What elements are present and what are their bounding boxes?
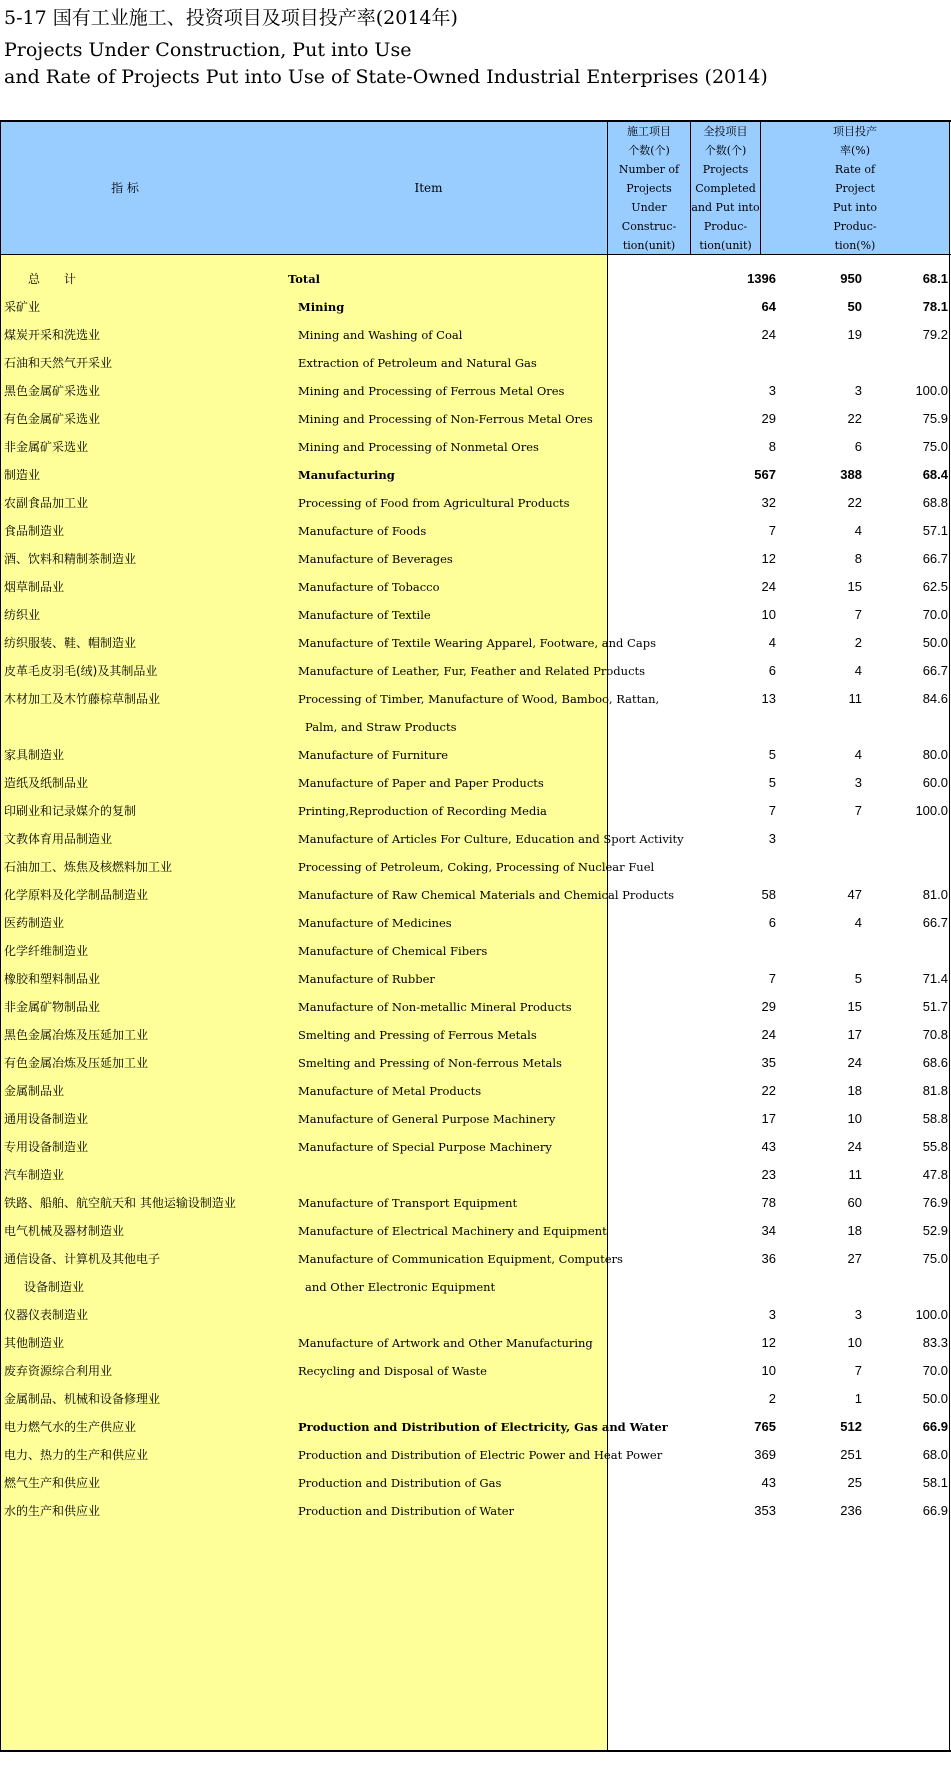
row-label-en: Total (288, 272, 321, 286)
cell-rate: 80.0 (922, 747, 948, 762)
cell-under-construction: 2 (768, 1391, 776, 1406)
row-label-en: Production and Distribution of Gas (298, 1476, 502, 1490)
cell-rate: 70.0 (922, 1363, 948, 1378)
cell-rate: 55.8 (922, 1139, 948, 1154)
row-label-zh: 印刷业和记录媒介的复制 (4, 804, 137, 818)
cell-under-construction: 567 (754, 467, 776, 482)
row-label-en: Manufacture of Paper and Paper Products (298, 776, 544, 790)
cell-completed: 4 (854, 747, 862, 762)
cell-completed: 11 (848, 691, 862, 706)
row-label-zh: 采矿业 (4, 300, 41, 314)
cell-completed: 950 (840, 271, 862, 286)
row-label-zh: 铁路、船舶、航空航天和 其他运输设制造业 (4, 1196, 236, 1210)
cell-rate: 66.7 (922, 915, 948, 930)
row-label-zh: 纺织业 (4, 608, 41, 622)
row-label-en: Printing,Reproduction of Recording Media (298, 804, 547, 818)
header-text: 个数(个) (628, 143, 670, 157)
row-label-zh: 仪器仪表制造业 (4, 1308, 89, 1322)
header-text: 施工项目 (627, 124, 671, 138)
cell-rate: 70.8 (922, 1027, 948, 1042)
cell-under-construction: 6 (768, 915, 776, 930)
header-text: 全投项目 (703, 124, 748, 138)
row-label-zh: 酒、饮料和精制茶制造业 (4, 552, 137, 566)
cell-rate: 68.0 (922, 1447, 948, 1462)
cell-under-construction: 12 (761, 551, 776, 566)
row-label-zh: 金属制品业 (4, 1084, 65, 1098)
cell-completed: 512 (840, 1419, 862, 1434)
cell-rate: 60.0 (922, 775, 948, 790)
cell-under-construction: 32 (761, 495, 776, 510)
row-label-en: Manufacture of Textile Wearing Apparel, Footware, and Caps (298, 636, 656, 650)
cell-rate: 71.4 (922, 971, 948, 986)
cell-completed: 236 (840, 1503, 862, 1518)
row-label-zh: 废弃资源综合利用业 (4, 1364, 113, 1378)
cell-completed: 4 (854, 663, 862, 678)
cell-completed: 388 (840, 467, 862, 482)
cell-rate: 58.1 (922, 1475, 948, 1490)
cell-rate: 81.8 (922, 1083, 948, 1098)
header-text: Projects (626, 181, 672, 195)
row-label-en: Manufacture of Foods (298, 524, 427, 538)
cell-under-construction: 43 (761, 1475, 776, 1490)
row-label-zh: 家具制造业 (4, 748, 65, 762)
cell-rate: 75.0 (922, 1251, 948, 1266)
cell-under-construction: 7 (768, 971, 776, 986)
header-text: 率(%) (839, 143, 871, 157)
row-label-en: Manufacture of Non-metallic Mineral Products (298, 1000, 572, 1014)
row-label-en: Manufacture of Leather, Fur, Feather and Related Products (298, 664, 646, 678)
row-label-en: Extraction of Petroleum and Natural Gas (298, 356, 537, 370)
cell-completed: 10 (847, 1111, 862, 1126)
table-title-en-line2: and Rate of Projects Put into Use of State-Owned Industrial Enterprises (2014) (4, 66, 768, 88)
row-label-zh: 有色金属冶炼及压延加工业 (4, 1056, 149, 1070)
row-label-en: Manufacture of General Purpose Machinery (298, 1112, 556, 1126)
cell-completed: 27 (847, 1251, 862, 1266)
row-label-en: Manufacture of Communication Equipment, Computers (298, 1252, 623, 1266)
cell-under-construction: 765 (754, 1419, 776, 1434)
cell-completed: 22 (847, 495, 862, 510)
row-label-en: Manufacture of Beverages (298, 552, 453, 566)
cell-under-construction: 5 (768, 775, 776, 790)
cell-rate: 57.1 (922, 523, 948, 538)
row-label-en: Manufacture of Electrical Machinery and Equipment (298, 1224, 607, 1238)
cell-under-construction: 3 (768, 383, 776, 398)
header-text: tion(unit) (699, 238, 752, 252)
cell-under-construction: 7 (768, 523, 776, 538)
cell-under-construction: 64 (761, 299, 776, 314)
cell-under-construction: 1396 (747, 271, 776, 286)
cell-completed: 24 (847, 1139, 862, 1154)
row-label-en: Mining and Processing of Non-Ferrous Metal Ores (298, 412, 593, 426)
row-label-zh: 石油和天然气开采业 (4, 356, 113, 370)
row-label-zh: 煤炭开采和洗选业 (4, 328, 101, 342)
row-label-en: Manufacture of Articles For Culture, Education and Sport Activity (298, 832, 684, 846)
cell-rate: 78.1 (922, 299, 948, 314)
cell-rate: 68.8 (922, 495, 948, 510)
header-text: Projects (702, 162, 749, 176)
cell-under-construction: 13 (761, 691, 776, 706)
cell-rate: 66.7 (922, 663, 948, 678)
cell-under-construction: 12 (761, 1335, 776, 1350)
header-text: and Put into (691, 200, 760, 214)
row-label-en: Smelting and Pressing of Non-ferrous Metals (298, 1056, 562, 1070)
row-label-zh: 金属制品、机械和设备修理业 (4, 1392, 161, 1406)
row-label-en: Manufacture of Furniture (298, 748, 449, 762)
row-label-zh: 总 计 (28, 272, 86, 286)
cell-completed: 19 (847, 327, 862, 342)
header-col-rate (761, 122, 949, 254)
row-label-en: Mining and Washing of Coal (298, 328, 463, 342)
cell-under-construction: 24 (761, 579, 776, 594)
cell-under-construction: 353 (754, 1503, 776, 1518)
row-label-en: Manufacture of Metal Products (298, 1084, 482, 1098)
cell-under-construction: 43 (761, 1139, 776, 1154)
row-label-en: Processing of Timber, Manufacture of Wood, Bamboo, Rattan, (298, 692, 660, 706)
cell-rate: 50.0 (922, 1391, 948, 1406)
row-label-zh: 黑色金属矿采选业 (4, 384, 101, 398)
table-title-en-line1: Projects Under Construction, Put into Use (4, 39, 412, 61)
header-text: 个数(个) (704, 143, 747, 157)
header-text: 项目投产 (833, 124, 877, 138)
cell-completed: 47 (847, 887, 862, 902)
cell-rate: 100.0 (915, 1307, 948, 1322)
row-label-zh: 医药制造业 (4, 916, 65, 930)
header-text: Produc- (703, 219, 748, 233)
row-label-zh: 化学原料及化学制品制造业 (4, 888, 149, 902)
header-rule (0, 254, 951, 255)
cell-completed: 22 (847, 411, 862, 426)
row-label-zh: 非金属矿物制品业 (4, 1000, 101, 1014)
cell-completed: 25 (847, 1475, 862, 1490)
row-label-zh: 农副食品加工业 (4, 496, 89, 510)
row-label-en: and Other Electronic Equipment (305, 1280, 496, 1294)
cell-under-construction: 22 (761, 1083, 776, 1098)
cell-completed: 7 (854, 607, 862, 622)
row-label-en: Production and Distribution of Electricity, Gas and Water (298, 1420, 668, 1434)
header-col-completed (691, 122, 760, 254)
header-text: Put into (832, 200, 878, 214)
cell-under-construction: 23 (761, 1167, 776, 1182)
cell-under-construction: 10 (761, 607, 776, 622)
row-label-en: Manufacture of Chemical Fibers (298, 944, 488, 958)
cell-under-construction: 6 (768, 663, 776, 678)
cell-completed: 18 (847, 1223, 862, 1238)
cell-completed: 11 (848, 1167, 862, 1182)
row-label-zh: 制造业 (4, 468, 41, 482)
row-label-zh: 烟草制品业 (4, 580, 65, 594)
cell-completed: 5 (854, 971, 862, 986)
cell-rate: 47.8 (922, 1167, 948, 1182)
cell-rate: 50.0 (922, 635, 948, 650)
row-label-en: Smelting and Pressing of Ferrous Metals (298, 1028, 537, 1042)
row-label-zh: 电气机械及器材制造业 (4, 1224, 125, 1238)
cell-under-construction: 5 (768, 747, 776, 762)
cell-completed: 8 (854, 551, 862, 566)
cell-rate: 100.0 (915, 383, 948, 398)
header-item: Item (414, 180, 443, 195)
header-text: Produc- (833, 219, 877, 233)
cell-completed: 60 (847, 1195, 862, 1210)
row-label-zh: 食品制造业 (4, 524, 65, 538)
cell-rate: 81.0 (922, 887, 948, 902)
row-label-en: Manufacture of Textile (298, 608, 431, 622)
cell-rate: 79.2 (922, 327, 948, 342)
row-label-zh: 电力燃气水的生产供应业 (4, 1420, 137, 1434)
cell-under-construction: 58 (761, 887, 776, 902)
row-label-zh: 通信设备、计算机及其他电子 (4, 1252, 161, 1266)
cell-under-construction: 29 (761, 411, 776, 426)
row-label-en: Manufacturing (298, 468, 395, 482)
cell-rate: 66.9 (922, 1503, 948, 1518)
row-label-en: Manufacture of Artwork and Other Manufacturing (298, 1336, 593, 1350)
cell-under-construction: 3 (768, 1307, 776, 1322)
cell-under-construction: 4 (768, 635, 776, 650)
row-label-zh: 皮革毛皮羽毛(绒)及其制品业 (4, 664, 158, 678)
cell-under-construction: 36 (761, 1251, 776, 1266)
cell-rate: 76.9 (922, 1195, 948, 1210)
row-label-en: Manufacture of Medicines (298, 916, 452, 930)
row-label-zh: 汽车制造业 (4, 1168, 65, 1182)
table-title-zh: 5-17 国有工业施工、投资项目及项目投产率(2014年) (4, 7, 458, 29)
table-row (0, 1495, 951, 1527)
cell-under-construction: 78 (761, 1195, 776, 1210)
cell-completed: 18 (847, 1083, 862, 1098)
cell-completed: 1 (854, 1391, 862, 1406)
row-label-en: Manufacture of Rubber (298, 972, 435, 986)
row-label-zh: 设备制造业 (24, 1280, 85, 1294)
row-label-en: Production and Distribution of Electric Power and Heat Power (298, 1448, 663, 1462)
row-label-en: Mining and Processing of Nonmetal Ores (298, 440, 539, 454)
header-text: Number of (618, 162, 680, 176)
row-label-zh: 造纸及纸制品业 (4, 776, 89, 790)
row-label-zh: 其他制造业 (4, 1336, 65, 1350)
cell-completed: 24 (847, 1055, 862, 1070)
cell-rate: 62.5 (922, 579, 948, 594)
header-indicator: 指 标 (111, 180, 139, 195)
row-label-zh: 有色金属矿采选业 (4, 412, 101, 426)
data-table (0, 120, 951, 1752)
header-text: Under (631, 200, 667, 214)
row-label-zh: 水的生产和供应业 (4, 1504, 101, 1518)
row-label-zh: 黑色金属冶炼及压延加工业 (4, 1028, 149, 1042)
cell-completed: 6 (854, 439, 862, 454)
cell-under-construction: 35 (761, 1055, 776, 1070)
cell-rate: 83.3 (922, 1335, 948, 1350)
row-label-en: Manufacture of Special Purpose Machinery (298, 1140, 552, 1154)
cell-completed: 3 (854, 383, 862, 398)
row-label-zh: 纺织服装、鞋、帽制造业 (4, 636, 137, 650)
cell-under-construction: 24 (761, 1027, 776, 1042)
cell-rate: 66.9 (922, 1419, 948, 1434)
row-label-zh: 专用设备制造业 (4, 1140, 89, 1154)
row-label-zh: 非金属矿采选业 (4, 440, 89, 454)
header-text: Completed (695, 181, 756, 195)
cell-under-construction: 10 (761, 1363, 776, 1378)
cell-rate: 75.0 (922, 439, 948, 454)
cell-under-construction: 7 (768, 803, 776, 818)
row-label-en: Mining (298, 300, 345, 314)
row-label-zh: 燃气生产和供应业 (4, 1476, 101, 1490)
row-label-en: Palm, and Straw Products (305, 720, 457, 734)
cell-under-construction: 369 (754, 1447, 776, 1462)
cell-rate: 51.7 (922, 999, 948, 1014)
cell-completed: 3 (854, 1307, 862, 1322)
row-label-zh: 通用设备制造业 (4, 1112, 89, 1126)
cell-completed: 7 (854, 1363, 862, 1378)
cell-rate: 52.9 (922, 1223, 948, 1238)
header-text: tion(unit) (622, 238, 676, 252)
cell-completed: 251 (840, 1447, 862, 1462)
bottom-rule (0, 1750, 951, 1752)
header-text: tion(%) (834, 238, 876, 252)
header-text: Rate of (834, 162, 876, 176)
row-label-en: Recycling and Disposal of Waste (298, 1364, 487, 1378)
row-label-zh: 橡胶和塑料制品业 (4, 972, 101, 986)
row-label-en: Mining and Processing of Ferrous Metal Ores (298, 384, 565, 398)
cell-completed: 4 (854, 523, 862, 538)
row-label-zh: 石油加工、炼焦及核燃料加工业 (4, 860, 173, 874)
cell-under-construction: 17 (761, 1111, 776, 1126)
row-label-zh: 文教体育用品制造业 (4, 832, 113, 846)
row-label-en: Production and Distribution of Water (298, 1504, 515, 1518)
cell-completed: 3 (854, 775, 862, 790)
row-label-en: Manufacture of Raw Chemical Materials and Chemical Products (298, 888, 675, 902)
cell-completed: 10 (847, 1335, 862, 1350)
row-label-en: Processing of Petroleum, Coking, Processing of Nuclear Fuel (298, 860, 655, 874)
cell-completed: 2 (854, 635, 862, 650)
cell-completed: 50 (847, 299, 862, 314)
cell-under-construction: 29 (761, 999, 776, 1014)
cell-rate: 70.0 (922, 607, 948, 622)
cell-completed: 15 (847, 999, 862, 1014)
cell-rate: 68.6 (922, 1055, 948, 1070)
header-col-under-construction (608, 122, 690, 254)
row-label-zh: 化学纤维制造业 (4, 944, 89, 958)
cell-completed: 17 (847, 1027, 862, 1042)
cell-under-construction: 8 (768, 439, 776, 454)
row-label-en: Processing of Food from Agricultural Products (298, 496, 570, 510)
header-text: Project (835, 181, 875, 195)
cell-completed: 15 (847, 579, 862, 594)
cell-rate: 68.1 (922, 271, 948, 286)
row-label-en: Manufacture of Transport Equipment (298, 1196, 518, 1210)
cell-under-construction: 24 (761, 327, 776, 342)
cell-rate: 68.4 (922, 467, 948, 482)
cell-under-construction: 34 (761, 1223, 776, 1238)
cell-rate: 100.0 (915, 803, 948, 818)
header-text: Construc- (621, 219, 677, 233)
cell-rate: 58.8 (922, 1111, 948, 1126)
cell-completed: 7 (854, 803, 862, 818)
cell-rate: 66.7 (922, 551, 948, 566)
row-label-zh: 电力、热力的生产和供应业 (4, 1448, 149, 1462)
cell-under-construction: 3 (768, 831, 776, 846)
row-label-en: Manufacture of Tobacco (298, 580, 440, 594)
cell-rate: 84.6 (922, 691, 948, 706)
cell-rate: 75.9 (922, 411, 948, 426)
row-label-zh: 木材加工及木竹藤棕草制品业 (4, 692, 161, 706)
cell-completed: 4 (854, 915, 862, 930)
